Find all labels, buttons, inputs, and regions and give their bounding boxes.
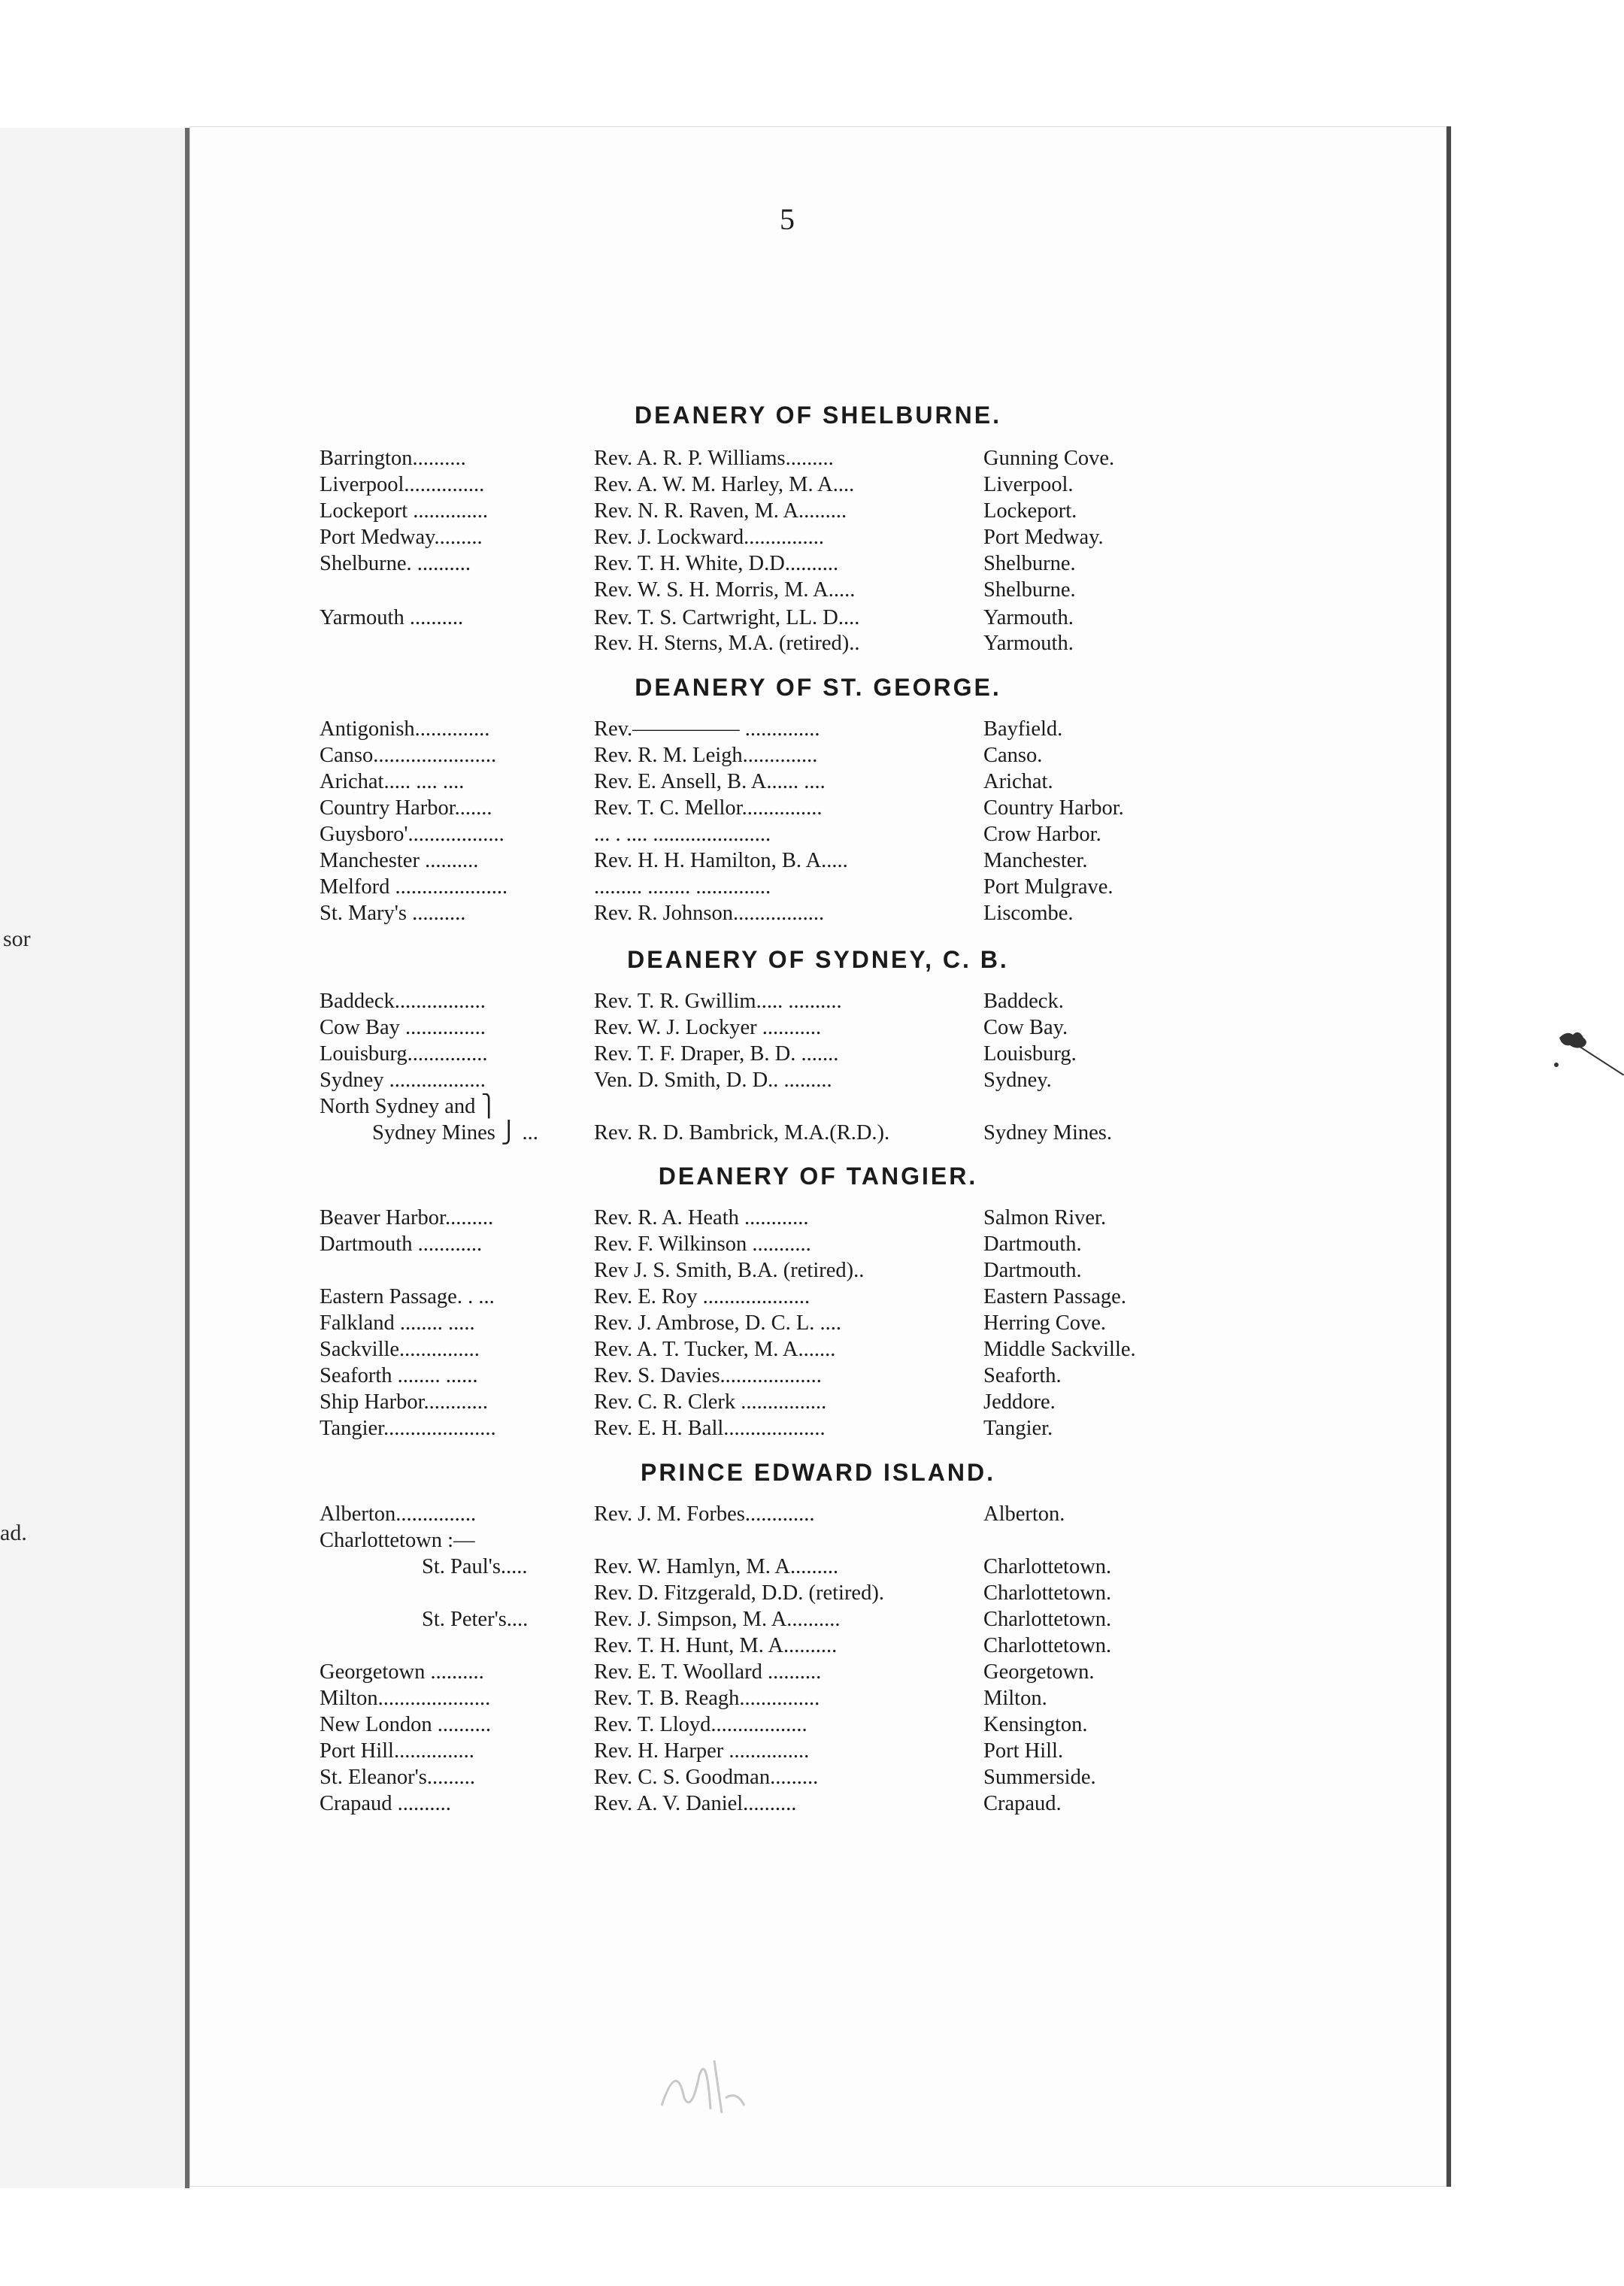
section-heading-sydney: DEANERY OF SYDNEY, C. B. (627, 946, 1009, 973)
list-item: Rev. H. Sterns, M.A. (retired).. Yarmouth. (594, 632, 1074, 655)
section-heading-tangier: DEANERY OF TANGIER. (658, 1163, 978, 1190)
list-item: Beaver Harbor......... Rev. R. A. Heath ............ Salmon River. (320, 1206, 1107, 1229)
list-item: Ship Harbor............ Rev. C. R. Clerk ................ Jeddore. (320, 1390, 1056, 1414)
list-item: Crapaud .......... Rev. A. V. Daniel.......... Crapaud. (320, 1792, 1062, 1815)
section-heading-shelburne: DEANERY OF SHELBURNE. (635, 402, 1001, 429)
list-item: Yarmouth .......... Rev. T. S. Cartwright, LL. D.... Yarmouth. (320, 606, 1074, 629)
list-item: Country Harbor....... Rev. T. C. Mellor............... Country Harbor. (320, 796, 1124, 820)
list-item: Lockeport .............. Rev. N. R. Raven, M. A......... Lockeport. (320, 499, 1077, 523)
list-item: Baddeck................. Rev. T. R. Gwillim..... .......... Baddeck. (320, 990, 1064, 1013)
list-item: North Sydney and ⎫ (320, 1095, 497, 1118)
list-item: Manchester .......... Rev. H. H. Hamilton, B. A..... Manchester. (320, 849, 1088, 872)
list-item: Arichat..... .... .... Rev. E. Ansell, B. A...... .... Arichat. (320, 770, 1053, 793)
list-item: Canso....................... Rev. R. M. Leigh.............. Canso. (320, 744, 1043, 767)
list-item: Port Medway......... Rev. J. Lockward............... Port Medway. (320, 526, 1104, 549)
list-item: Milton..................... Rev. T. B. Reagh............... Milton. (320, 1687, 1047, 1710)
list-item: St. Peter's.... Rev. J. Simpson, M. A.......... Charlottetown. (422, 1608, 1112, 1631)
list-item: Cow Bay ............... Rev. W. J. Lockyer ........... Cow Bay. (320, 1016, 1068, 1039)
list-item: Shelburne. .......... Rev. T. H. White, D.D.......... Shelburne. (320, 552, 1076, 575)
list-item: St. Paul's..... Rev. W. Hamlyn, M. A......... Charlottetown. (422, 1555, 1112, 1578)
list-item: Rev. T. H. Hunt, M. A.......... Charlottetown. (594, 1634, 1112, 1657)
list-item: Liverpool............... Rev. A. W. M. Harley, M. A.... Liverpool. (320, 473, 1074, 496)
list-item: Antigonish.............. Rev.————— .............. Bayfield. (320, 717, 1063, 741)
list-item: Sydney Mines ⎭ ... Rev. R. D. Bambrick, M.A.(R.D.). Sydney Mines. (372, 1121, 1112, 1145)
left-page-edge (0, 128, 189, 2188)
document-page (189, 126, 1451, 2187)
list-item: Rev J. S. Smith, B.A. (retired).. Dartmouth. (594, 1259, 1082, 1282)
list-item: St. Eleanor's......... Rev. C. S. Goodman......... Summerside. (320, 1766, 1096, 1789)
list-item: Guysboro'.................. ... . .... ...................... Crow Harbor. (320, 823, 1101, 846)
page-number: 5 (780, 202, 795, 236)
list-item: Louisburg............... Rev. T. F. Draper, B. D. ....... Louisburg. (320, 1042, 1077, 1066)
list-item: Falkland ........ ..... Rev. J. Ambrose, D. C. L. .... Herring Cove. (320, 1311, 1107, 1335)
list-item: Port Hill............... Rev. H. Harper ............... Port Hill. (320, 1739, 1064, 1763)
list-item: Alberton............... Rev. J. M. Forbes............. Alberton. (320, 1502, 1065, 1526)
list-item: Sackville............... Rev. A. T. Tucker, M. A....... Middle Sackville. (320, 1338, 1136, 1361)
left-page-fragment: ad. (0, 1520, 27, 1545)
list-item: Barrington.......... Rev. A. R. P. Williams......... Gunning Cove. (320, 447, 1115, 470)
section-heading-pei: PRINCE EDWARD ISLAND. (641, 1459, 995, 1486)
list-item: New London .......... Rev. T. Lloyd.................. Kensington. (320, 1713, 1088, 1736)
list-item: Tangier..................... Rev. E. H. Ball................... Tangier. (320, 1417, 1053, 1440)
section-heading-st-george: DEANERY OF ST. GEORGE. (635, 674, 1001, 701)
list-item: Rev. D. Fitzgerald, D.D. (retired). Charlottetown. (594, 1581, 1112, 1605)
left-page-fragment: sor (3, 926, 31, 951)
list-item: St. Mary's .......... Rev. R. Johnson................. Liscombe. (320, 902, 1074, 925)
list-item: Georgetown .......... Rev. E. T. Woollard .......... Georgetown. (320, 1660, 1095, 1684)
list-item: Seaforth ........ ...... Rev. S. Davies................... Seaforth. (320, 1364, 1062, 1387)
list-item: Charlottetown :— (320, 1529, 475, 1552)
pencil-scribble-mark (654, 2045, 752, 2121)
list-item: Melford ..................... ......... ........ .............. Port Mulgrave. (320, 875, 1113, 899)
ink-blot-mark (1550, 1008, 1624, 1075)
list-item: Dartmouth ............ Rev. F. Wilkinson ........... Dartmouth. (320, 1232, 1082, 1256)
list-item: Rev. W. S. H. Morris, M. A..... Shelburne. (594, 578, 1076, 602)
list-item: Sydney .................. Ven. D. Smith, D. D.. ......... Sydney. (320, 1069, 1052, 1092)
list-item: Eastern Passage. . ... Rev. E. Roy .................... Eastern Passage. (320, 1285, 1126, 1308)
